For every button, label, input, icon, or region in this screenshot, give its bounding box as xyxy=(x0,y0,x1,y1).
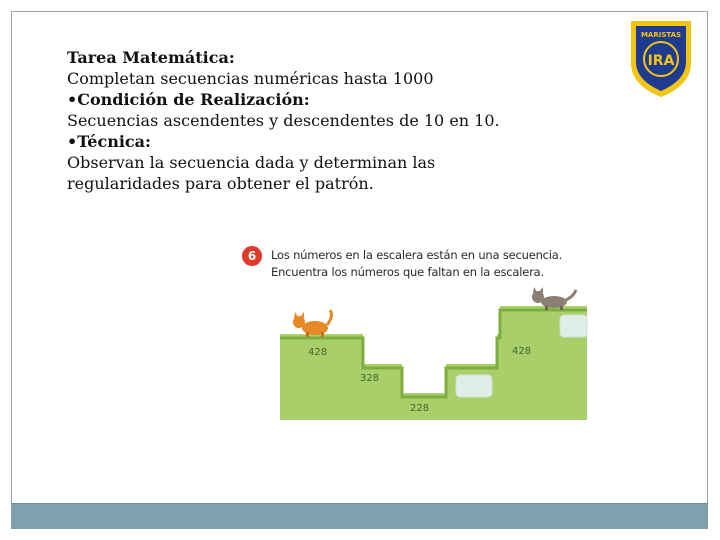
tarea-text: Completan secuencias numéricas hasta 1000 xyxy=(67,69,434,88)
instruction-line-2: Encuentra los números que faltan en la escalera. xyxy=(271,265,544,279)
heading-tarea: Tarea Matemática: xyxy=(67,48,235,67)
heading-condicion: •Condición de Realización: xyxy=(67,90,310,109)
step-1-value: 428 xyxy=(308,347,328,358)
step-5-value: 428 xyxy=(512,346,532,357)
step-2-value: 328 xyxy=(360,373,380,384)
orange-cat-icon xyxy=(293,310,331,337)
logo-top-text: MARISTAS xyxy=(640,31,682,39)
condicion-text: Secuencias ascendentes y descendentes de 10 en 10. xyxy=(67,111,500,130)
exercise-instructions xyxy=(271,247,591,281)
tecnica-text-2: regularidades para obtener el patrón. xyxy=(67,174,374,193)
footer-bar xyxy=(11,503,708,529)
task-description xyxy=(67,47,587,194)
instruction-line-1: Los números en la escalera están en una secuencia. xyxy=(271,248,563,262)
step-3-value: 228 xyxy=(410,403,430,414)
answer-box-step6[interactable] xyxy=(560,315,587,337)
answer-box-step4[interactable] xyxy=(456,375,492,397)
staircase-exercise xyxy=(238,238,588,428)
exercise-number-badge: 6 xyxy=(242,246,262,266)
staircase-grass xyxy=(280,306,587,420)
maristas-logo xyxy=(626,15,696,99)
heading-tecnica: •Técnica: xyxy=(67,132,151,151)
logo-monogram: IRA xyxy=(647,53,675,69)
tecnica-text-1: Observan la secuencia dada y determinan las xyxy=(67,153,436,172)
